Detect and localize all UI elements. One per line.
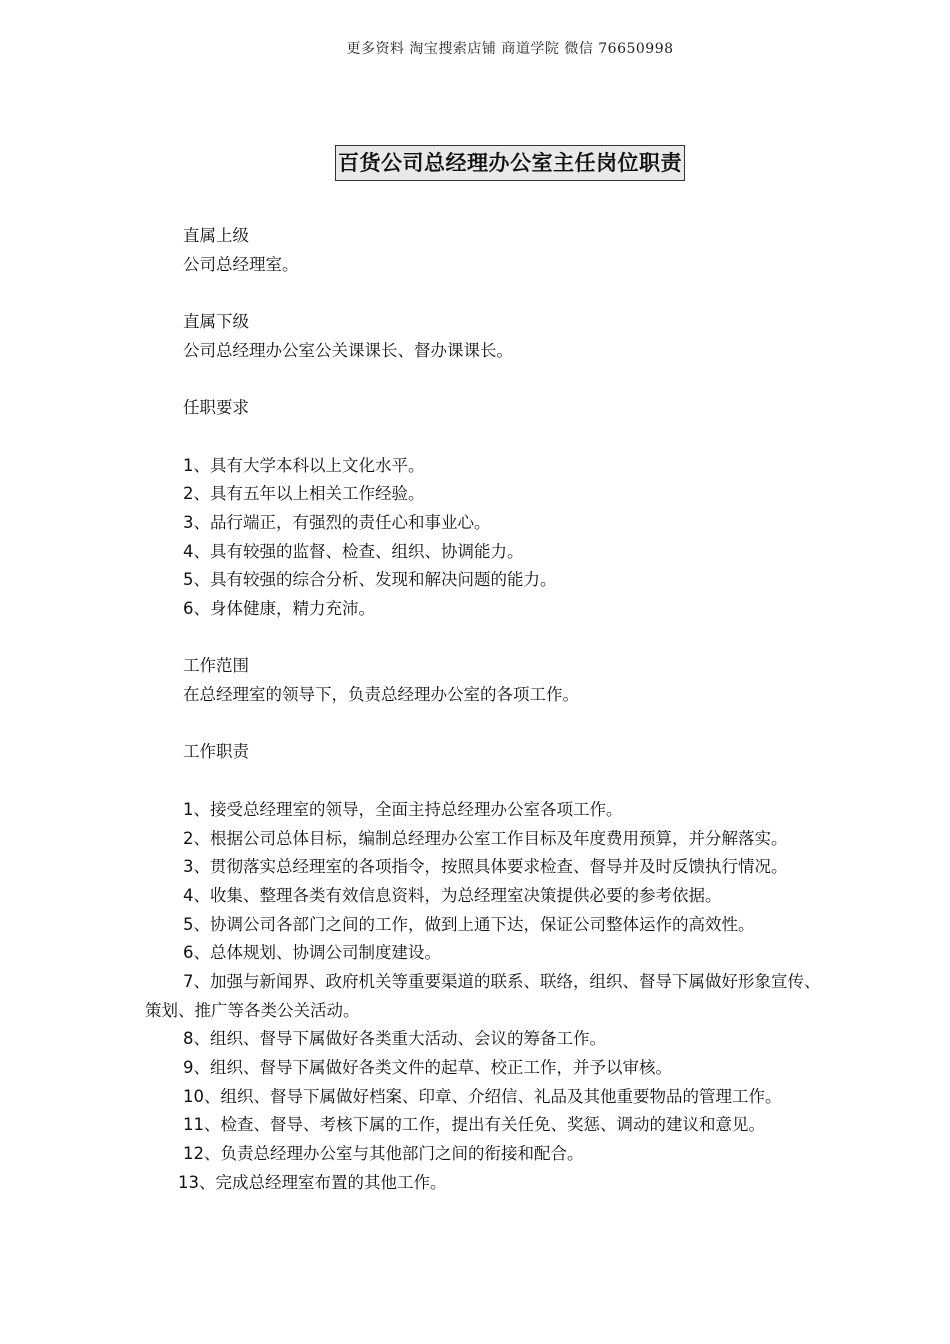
duty-item: 4、收集、整理各类有效信息资料，为总经理室决策提供必要的参考依据。 (183, 886, 722, 905)
subordinate-text: 公司总经理办公室公关课课长、督办课课长。 (183, 341, 513, 360)
requirement-item: 3、品行端正，有强烈的责任心和事业心。 (183, 513, 491, 532)
document-title: 百货公司总经理办公室主任岗位职责 (335, 145, 685, 181)
duty-item: 13、完成总经理室布置的其他工作。 (178, 1173, 447, 1192)
requirement-item: 5、具有较强的综合分析、发现和解决问题的能力。 (183, 570, 557, 589)
superior-text: 公司总经理室。 (183, 255, 299, 274)
subordinate-heading: 直属下级 (183, 312, 249, 331)
duty-item: 11、检查、督导、考核下属的工作，提出有关任免、奖惩、调动的建议和意见。 (183, 1115, 765, 1134)
requirement-item: 4、具有较强的监督、检查、组织、协调能力。 (183, 542, 524, 561)
duties-heading: 工作职责 (183, 742, 249, 761)
duty-item: 2、根据公司总体目标，编制总经理办公室工作目标及年度费用预算，并分解落实。 (183, 829, 788, 848)
duty-item: 12、负责总经理办公室与其他部门之间的衔接和配合。 (183, 1144, 584, 1163)
duty-item: 10、组织、督导下属做好档案、印章、介绍信、礼品及其他重要物品的管理工作。 (183, 1087, 782, 1106)
requirement-item: 1、具有大学本科以上文化水平。 (183, 456, 425, 475)
duty-item: 9、组织、督导下属做好各类文件的起草、校正工作，并予以审核。 (183, 1058, 672, 1077)
duty-item: 3、贯彻落实总经理室的各项指令，按照具体要求检查、督导并及时反馈执行情况。 (183, 857, 788, 876)
duty-item: 6、总体规划、协调公司制度建设。 (183, 943, 441, 962)
requirement-item: 6、身体健康，精力充沛。 (183, 599, 375, 618)
superior-heading: 直属上级 (183, 226, 249, 245)
duty-item: 1、接受总经理室的领导，全面主持总经理办公室各项工作。 (183, 800, 623, 819)
requirement-item: 2、具有五年以上相关工作经验。 (183, 484, 425, 503)
duty-item: 8、组织、督导下属做好各类重大活动、会议的筹备工作。 (183, 1029, 606, 1048)
scope-text: 在总经理室的领导下，负责总经理办公室的各项工作。 (183, 685, 579, 704)
duty-item: 5、协调公司各部门之间的工作，做到上通下达，保证公司整体运作的高效性。 (183, 915, 755, 934)
duty-item-continuation: 策划、推广等各类公关活动。 (145, 1001, 360, 1020)
requirements-heading: 任职要求 (183, 398, 249, 417)
scope-heading: 工作范围 (183, 656, 249, 675)
duty-item: 7、加强与新闻界、政府机关等重要渠道的联系、联络，组织、督导下属做好形象宣传、 (183, 972, 821, 991)
page-header: 更多资料 淘宝搜索店铺 商道学院 微信 76650998 (346, 41, 674, 57)
